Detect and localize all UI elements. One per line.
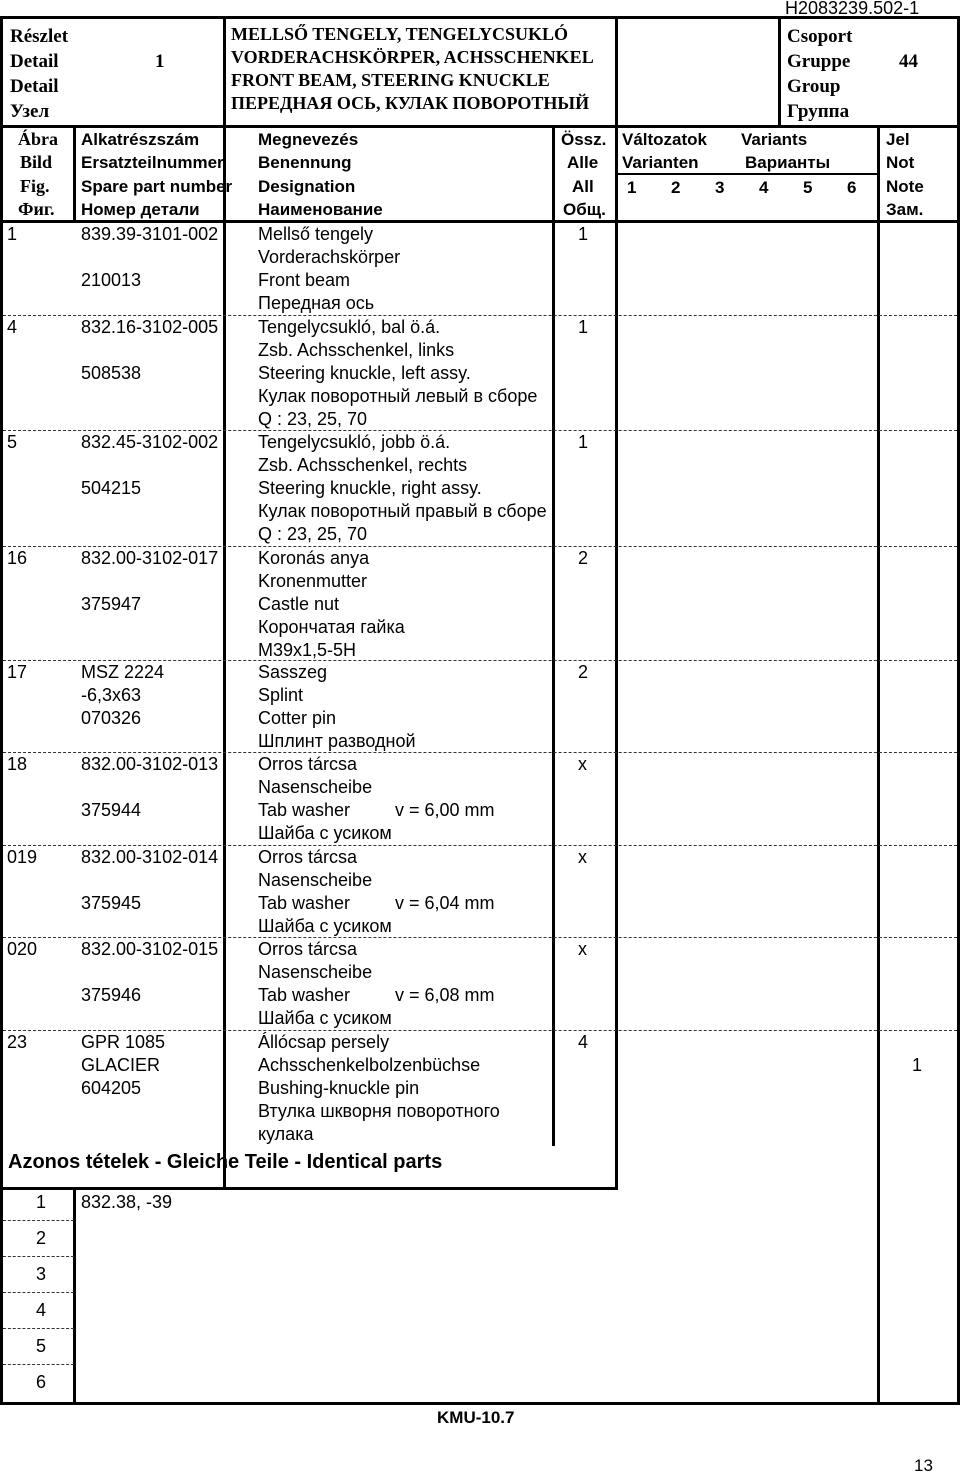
row-thickness-value: v = 6,08 mm	[395, 985, 495, 1005]
detail-label-hu: Részlet	[10, 26, 69, 47]
detail-label-ru: Узел	[10, 101, 50, 122]
row-designation-line: Втулка шкворня поворотного	[258, 1101, 500, 1121]
header-variants-hu: Változatok	[622, 130, 708, 149]
header-designation-de: Benennung	[258, 153, 352, 172]
row-part-number: 832.00-3102-017	[81, 548, 219, 568]
row-part-number: 604205	[81, 1078, 142, 1098]
row-designation-line: Koronás anya	[258, 548, 370, 568]
row-designation-line: Кулак поворотный правый в сборе	[258, 501, 547, 521]
row-fig-number: 1	[7, 224, 18, 244]
identical-row-separator	[3, 1364, 74, 1365]
row-designation-line: Корончатая гайка	[258, 617, 405, 637]
row-fig-number: 5	[7, 432, 18, 452]
header-fig-en: Fig.	[20, 176, 50, 196]
row-part-number: 839.39-3101-002	[81, 224, 219, 244]
row-fig-number: 020	[7, 939, 38, 959]
row-designation-line: Q : 23, 25, 70	[258, 524, 368, 544]
row-designation-line: Castle nut	[258, 594, 340, 614]
row-part-number: 375947	[81, 594, 142, 614]
variant-col-3: 3	[715, 178, 725, 197]
header-variants-en: Variants	[741, 130, 808, 149]
document-code: H2083239.502-1	[785, 0, 920, 18]
row-part-number: 504215	[81, 478, 142, 498]
identical-row-separator	[3, 1292, 74, 1293]
row-designation-line: Bushing-knuckle pin	[258, 1078, 420, 1098]
row-note: 1	[912, 1055, 923, 1075]
row-designation-line: Nasenscheibe	[258, 870, 373, 890]
header-designation-en: Designation	[258, 177, 356, 196]
row-quantity: 4	[578, 1032, 589, 1052]
qty-column-border	[615, 16, 618, 1190]
identical-row-separator	[3, 1256, 74, 1257]
header-designation-ru: Наименование	[258, 200, 383, 219]
row-part-number: 070326	[81, 708, 142, 728]
row-designation-line: Splint	[258, 685, 304, 705]
group-label-ru: Группа	[787, 101, 850, 122]
identical-row-number: 4	[36, 1300, 47, 1320]
row-quantity: x	[578, 754, 587, 774]
row-designation-line: Tab washer	[258, 893, 351, 913]
identical-row-number: 1	[36, 1192, 47, 1212]
row-part-number: 375944	[81, 800, 142, 820]
group-label-de: Gruppe	[787, 51, 851, 72]
row-part-number: 832.45-3102-002	[81, 432, 219, 452]
row-designation-line: Шплинт разводной	[258, 731, 416, 751]
row-designation-line: Achsschenkelbolzenbüchse	[258, 1055, 481, 1075]
row-thickness-value: v = 6,04 mm	[395, 893, 495, 913]
header-part-de: Ersatzteilnummer	[81, 153, 224, 172]
identical-row-number: 5	[36, 1336, 47, 1356]
header-part-hu: Alkatrészszám	[81, 130, 200, 149]
row-quantity: 2	[578, 662, 589, 682]
row-fig-number: 18	[7, 754, 28, 774]
title-hu: MELLSŐ TENGELY, TENGELYCSUKLÓ	[231, 24, 568, 44]
row-part-number: 832.00-3102-014	[81, 847, 219, 867]
row-designation-line: Orros tárcsa	[258, 754, 358, 774]
group-label-hu: Csoport	[787, 26, 853, 47]
row-designation-line: Nasenscheibe	[258, 777, 373, 797]
row-part-number: MSZ 2224	[81, 662, 165, 682]
row-part-number: 375946	[81, 985, 142, 1005]
header-qty-ru: Общ.	[563, 200, 606, 219]
row-fig-number: 17	[7, 662, 28, 682]
variants-column-border	[877, 125, 880, 1405]
group-label-en: Group	[787, 76, 841, 97]
row-designation-line: Zsb. Achsschenkel, rechts	[258, 455, 468, 475]
row-designation-line: Zsb. Achsschenkel, links	[258, 340, 455, 360]
detail-number: 1	[155, 51, 165, 72]
variant-col-1: 1	[627, 178, 637, 197]
header-qty-en: All	[572, 177, 594, 196]
row-part-number: GPR 1085	[81, 1032, 166, 1052]
identical-part-value: 832.38, -39	[81, 1192, 173, 1212]
header-part-ru: Номер детали	[81, 200, 200, 219]
header-part-en: Spare part number	[81, 177, 233, 196]
identical-row-separator	[3, 1220, 74, 1221]
title-ru: ПЕРЕДНАЯ ОСЬ, КУЛАК ПОВОРОТНЫЙ	[231, 93, 590, 113]
row-designation-line: Sasszeg	[258, 662, 328, 682]
row-part-number: 832.00-3102-013	[81, 754, 219, 774]
detail-label-de: Detail	[10, 51, 59, 72]
header-fig-hu: Ábra	[18, 129, 58, 149]
title-en: FRONT BEAM, STEERING KNUCKLE	[231, 70, 550, 90]
row-designation-line: Vorderachskörper	[258, 247, 401, 267]
row-quantity: 2	[578, 548, 589, 568]
group-left-border	[778, 16, 781, 127]
header-note-ru: Зам.	[886, 200, 924, 219]
variant-col-5: 5	[803, 178, 813, 197]
row-thickness-value: v = 6,00 mm	[395, 800, 495, 820]
row-designation-line: Кулак поворотный левый в сборе	[258, 386, 538, 406]
identical-row-number: 3	[36, 1264, 47, 1284]
row-part-number: 375945	[81, 893, 142, 913]
row-quantity: x	[578, 939, 587, 959]
designation-column-border	[552, 125, 555, 1146]
header-note-hu: Jel	[886, 130, 910, 149]
table-bottom-border	[0, 1402, 960, 1405]
group-number: 44	[899, 51, 918, 72]
header-note-de: Not	[886, 153, 915, 172]
fig-column-border	[73, 125, 76, 223]
row-part-number: 832.00-3102-015	[81, 939, 219, 959]
row-designation-line: Шайба с усиком	[258, 1008, 392, 1028]
row-fig-number: 23	[7, 1032, 28, 1052]
row-quantity: 1	[578, 432, 589, 452]
title-de: VORDERACHSKÖRPER, ACHSSCHENKEL	[231, 47, 594, 67]
identical-parts-title: Azonos tételek - Gleiche Teile - Identical parts	[8, 1151, 443, 1173]
row-part-number: -6,3x63	[81, 685, 142, 705]
row-designation-line: Orros tárcsa	[258, 939, 358, 959]
row-quantity: 1	[578, 224, 589, 244]
row-designation-line: кулака	[258, 1124, 314, 1144]
row-fig-number: 4	[7, 317, 18, 337]
variant-col-2: 2	[671, 178, 681, 197]
detail-label-en: Detail	[10, 76, 59, 97]
row-fig-number: 019	[7, 847, 38, 867]
row-designation-line: M39x1,5-5H	[258, 640, 357, 660]
row-fig-number: 16	[7, 548, 28, 568]
row-designation-line: Orros tárcsa	[258, 847, 358, 867]
table-left-border	[0, 16, 3, 1405]
header-qty-de: Alle	[567, 153, 599, 172]
row-part-number: GLACIER	[81, 1055, 161, 1075]
row-designation-line: Передная ось	[258, 293, 375, 313]
header-designation-hu: Megnevezés	[258, 130, 359, 149]
row-designation-line: Steering knuckle, right assy.	[258, 478, 482, 498]
row-quantity: 1	[578, 317, 589, 337]
identical-row-number: 6	[36, 1372, 47, 1392]
row-designation-line: Tengelycsukló, bal ö.á.	[258, 317, 441, 337]
row-part-number: 832.16-3102-005	[81, 317, 219, 337]
header-note-en: Note	[886, 177, 924, 196]
row-designation-line: Шайба с усиком	[258, 916, 392, 936]
header-fig-ru: Фиг.	[18, 199, 55, 219]
row-designation-line: Q : 23, 25, 70	[258, 409, 368, 429]
row-designation-line: Front beam	[258, 270, 351, 290]
row-quantity: x	[578, 847, 587, 867]
identical-row-separator	[3, 1328, 74, 1329]
row-part-number: 210013	[81, 270, 142, 290]
row-designation-line: Állócsap persely	[258, 1032, 390, 1052]
variant-col-6: 6	[847, 178, 857, 197]
row-designation-line: Tab washer	[258, 985, 351, 1005]
row-designation-line: Nasenscheibe	[258, 962, 373, 982]
row-designation-line: Kronenmutter	[258, 571, 368, 591]
variant-col-4: 4	[759, 178, 769, 197]
identical-row-number: 2	[36, 1228, 47, 1248]
row-part-number: 508538	[81, 363, 142, 383]
page-number: 13	[914, 1456, 933, 1475]
row-designation-line: Cotter pin	[258, 708, 337, 728]
footer-code: KMU-10.7	[437, 1408, 515, 1427]
row-designation-line: Steering knuckle, left assy.	[258, 363, 471, 383]
row-designation-line: Mellső tengely	[258, 224, 374, 244]
header-qty-hu: Össz.	[561, 130, 607, 149]
row-designation-line: Шайба с усиком	[258, 823, 392, 843]
header-variants-ru: Варианты	[745, 153, 831, 172]
row-designation-line: Tab washer	[258, 800, 351, 820]
header-fig-de: Bild	[20, 152, 53, 172]
row-designation-line: Tengelycsukló, jobb ö.á.	[258, 432, 451, 452]
header-variants-de: Varianten	[622, 153, 699, 172]
